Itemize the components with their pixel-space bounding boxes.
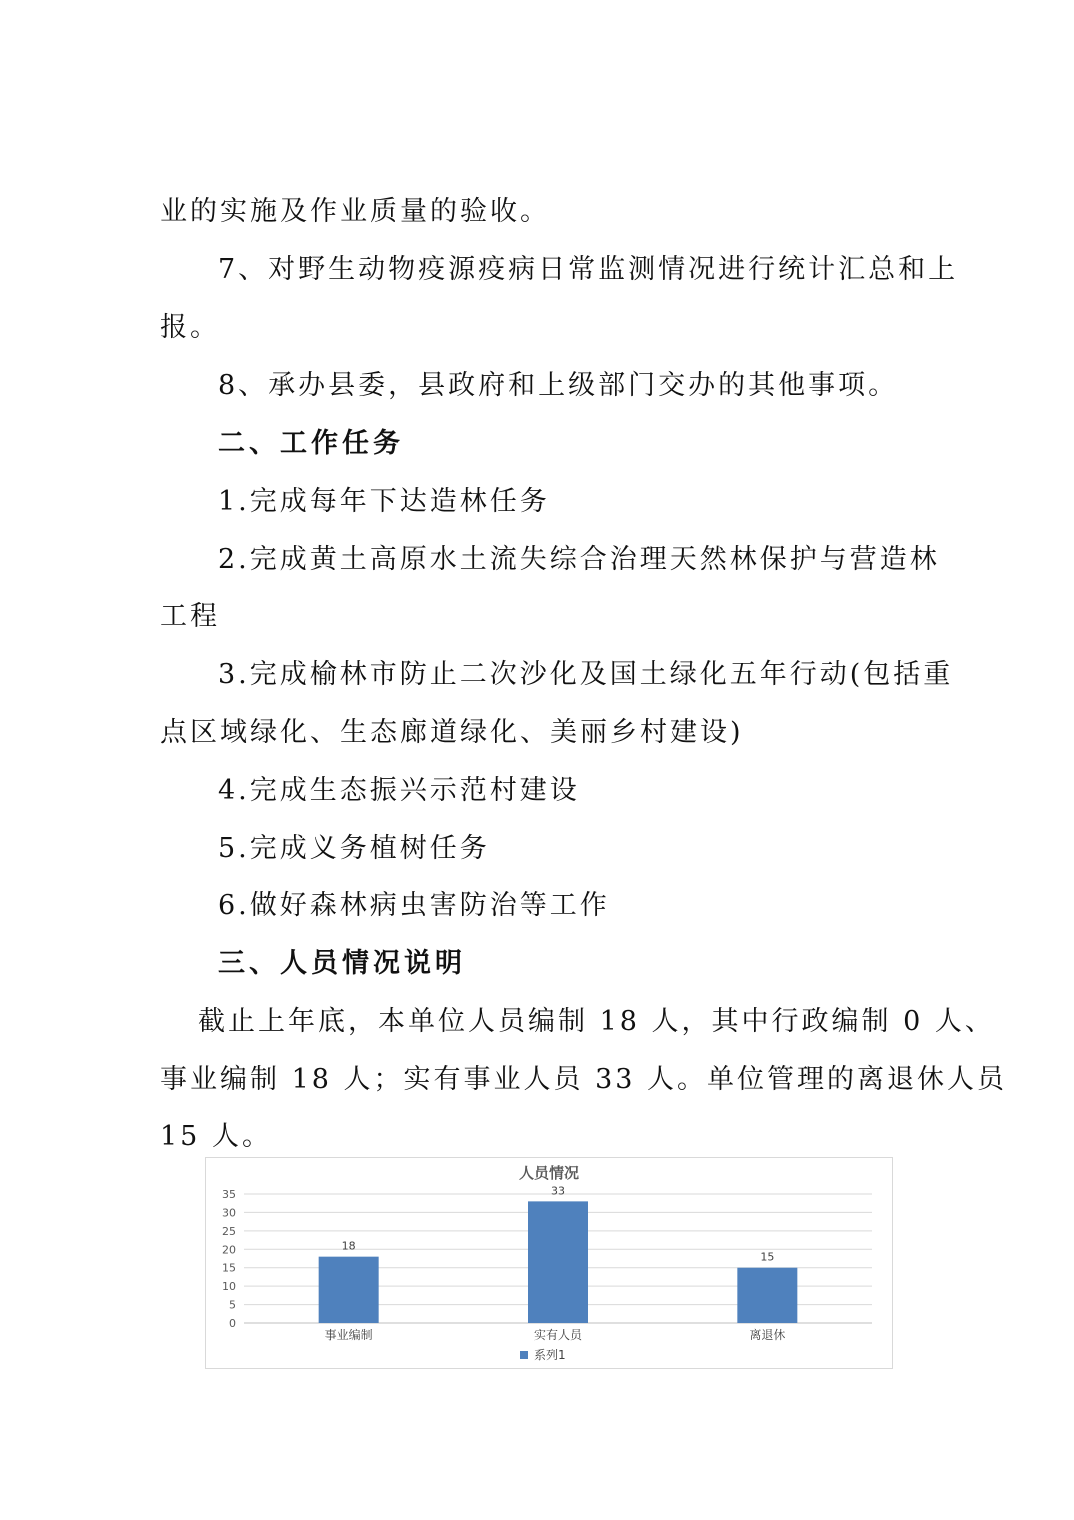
paragraph-line: 事业编制 18 人；实有事业人员 33 人。单位管理的离退休人员 [160, 1064, 1008, 1095]
task-item-6: 6.做好森林病虫害防治等工作 [218, 890, 610, 921]
data-label: 18 [341, 1239, 356, 1253]
task-item-5: 5.完成义务植树任务 [218, 833, 490, 864]
paragraph-line: 业的实施及作业质量的验收。 [160, 196, 550, 227]
paragraph-line: 15 人。 [160, 1121, 272, 1152]
y-tick-label: 15 [222, 1261, 236, 1275]
list-item-8: 8、承办县委，县政府和上级部门交办的其他事项。 [218, 370, 899, 401]
x-tick-label: 事业编制 [324, 1328, 373, 1342]
y-tick-label: 35 [222, 1188, 236, 1201]
task-item-3: 3.完成榆林市防止二次沙化及国土绿化五年行动(包括重 [218, 659, 954, 690]
y-tick-label: 30 [222, 1206, 236, 1220]
section-heading-tasks: 二、工作任务 [218, 428, 404, 459]
bar [319, 1257, 379, 1323]
y-tick-label: 10 [222, 1280, 236, 1294]
staff-bar-chart [205, 1157, 893, 1369]
task-item-2: 2.完成黄土高原水土流失综合治理天然林保护与营造林 [218, 544, 940, 575]
data-label: 15 [760, 1250, 775, 1264]
data-label: 33 [551, 1184, 565, 1198]
section-heading-staff: 三、人员情况说明 [218, 948, 466, 979]
y-tick-label: 20 [222, 1243, 236, 1257]
y-tick-label: 5 [229, 1298, 236, 1312]
y-tick-label: 0 [229, 1317, 236, 1330]
chart-svg [206, 1158, 892, 1368]
chart-title: 人员情况 [518, 1164, 580, 1182]
paragraph-line: 截止上年底，本单位人员编制 18 人，其中行政编制 0 人、 [198, 1006, 995, 1037]
bar [528, 1201, 588, 1323]
x-tick-label: 实有人员 [533, 1328, 583, 1342]
y-tick-label: 25 [222, 1224, 236, 1238]
bar [737, 1268, 797, 1323]
task-item-1: 1.完成每年下达造林任务 [218, 486, 550, 517]
x-tick-label: 离退休 [749, 1328, 786, 1342]
legend-swatch [520, 1351, 528, 1359]
paragraph-line: 点区域绿化、生态廊道绿化、美丽乡村建设) [160, 717, 744, 748]
legend-label: 系列1 [534, 1348, 566, 1362]
list-item-7: 7、对野生动物疫源疫病日常监测情况进行统计汇总和上 [218, 254, 959, 285]
paragraph-line: 工程 [160, 601, 220, 632]
paragraph-line: 报。 [160, 312, 220, 343]
task-item-4: 4.完成生态振兴示范村建设 [218, 775, 580, 806]
